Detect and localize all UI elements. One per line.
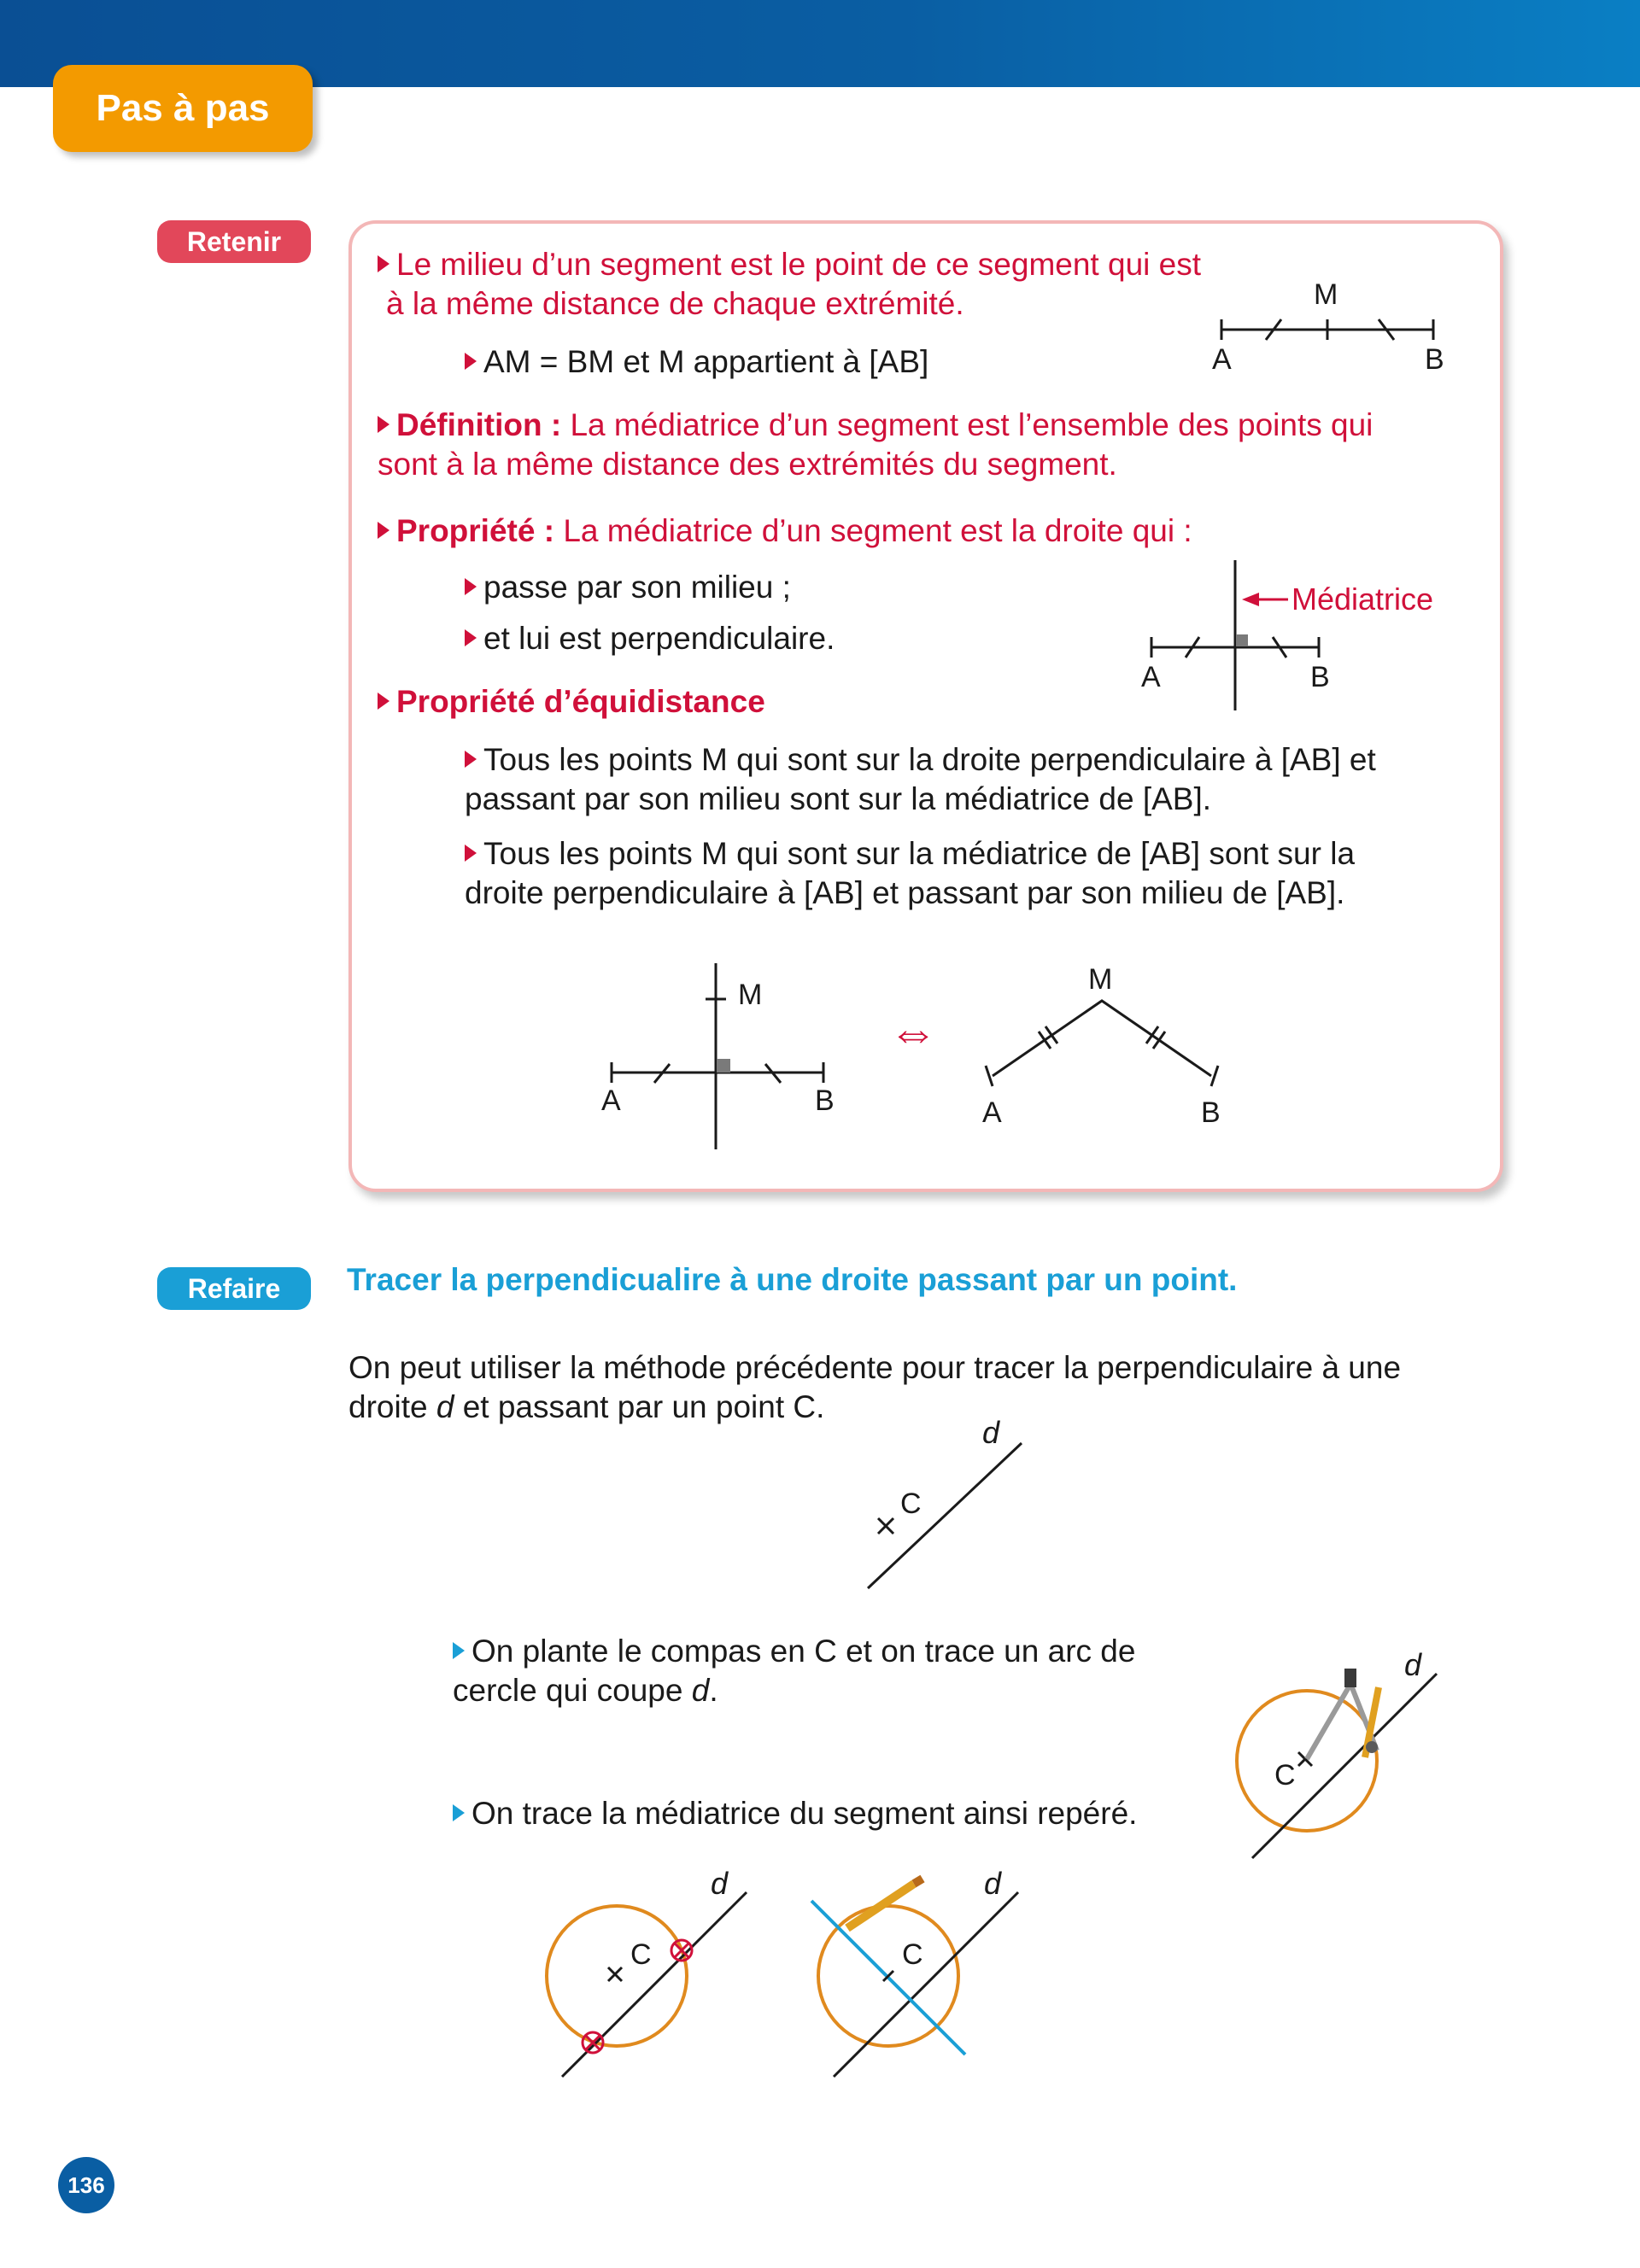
refaire-intro-line2: droite d et passant par un point C.: [348, 1389, 825, 1424]
compass-figure: [1221, 1648, 1461, 1870]
arrow-left-icon: [1242, 593, 1259, 606]
equidistance-heading: Propriété d’équidistance: [378, 681, 765, 722]
milieu-equality: AM = BM et M appartient à [AB]: [465, 342, 928, 382]
bullet-icon: [465, 629, 477, 646]
label-b-right: B: [1201, 1096, 1221, 1129]
label-c: C: [630, 1938, 652, 1971]
tick-b-right: [1211, 1066, 1218, 1086]
label-a-left: A: [601, 1084, 621, 1117]
intersections-figure: [530, 1862, 769, 2084]
label-a: A: [1141, 661, 1161, 693]
label-c: C: [902, 1938, 923, 1971]
label-m-right: M: [1088, 963, 1113, 996]
label-m: M: [1314, 278, 1338, 311]
definition-line2: sont à la même distance des extrémités du segment.: [378, 447, 1117, 482]
segments-am-bm: [993, 1001, 1211, 1076]
compass-icon: [1307, 1669, 1379, 1759]
refaire-intro-line1: On peut utiliser la méthode précédente pour tracer la perpendiculaire à une: [348, 1350, 1402, 1385]
label-b: B: [1310, 661, 1330, 693]
refaire-title: Tracer la perpendicualire à une droite passant par un point.: [347, 1262, 1238, 1297]
line-d: [562, 1892, 747, 2077]
point-c-cross-icon: [878, 1518, 893, 1534]
label-a: A: [1212, 343, 1232, 376]
label-d: d: [1404, 1647, 1422, 1682]
perpendicular-figure: [794, 1862, 1042, 2084]
retenir-tag: Retenir: [157, 220, 311, 263]
tick-a-right: [986, 1066, 993, 1086]
double-mark-bm-1: [1146, 1026, 1158, 1043]
bullet-icon: [378, 693, 390, 710]
equidistance-1-line2: passant par son milieu sont sur la médiatrice de [AB].: [465, 781, 1212, 816]
milieu-definition-line2: à la même distance de chaque extrémité.: [386, 286, 964, 321]
page-number: 136: [58, 2157, 114, 2213]
label-a-right: A: [982, 1096, 1002, 1129]
label-d: d: [711, 1866, 729, 1901]
definition-line1: Définition : La médiatrice d’un segment est l’ensemble des points qui: [378, 405, 1373, 445]
label-c: C: [900, 1488, 922, 1520]
refaire-tag: Refaire: [157, 1267, 311, 1310]
label-c: C: [1274, 1759, 1296, 1792]
mediatrice-figure: [1128, 555, 1469, 717]
bullet-icon: [378, 255, 390, 272]
bullet-icon: [453, 1804, 465, 1821]
propriete-item-perpendiculaire: et lui est perpendiculaire.: [465, 618, 835, 658]
pencil-icon: [847, 1879, 922, 1928]
equidistance-figure: [589, 956, 1256, 1153]
equidistance-2-line1: Tous les points M qui sont sur la médiatrice de [AB] sont sur la: [465, 833, 1355, 874]
equidistance-1-line1: Tous les points M qui sont sur la droite perpendiculaire à [AB] et: [465, 739, 1376, 780]
bullet-icon: [465, 845, 477, 862]
step1-line1: On plante le compas en C et on trace un arc de: [453, 1631, 1135, 1671]
label-m-left: M: [738, 979, 763, 1011]
line-d: [868, 1443, 1022, 1588]
double-mark-am-1: [1039, 1032, 1051, 1049]
label-d: d: [984, 1866, 1002, 1901]
bullet-icon: [465, 751, 477, 768]
milieu-definition-line1: Le milieu d’un segment est le point de ce segment qui est: [378, 244, 1201, 284]
label-d: d: [982, 1415, 1000, 1450]
label-mediatrice: Médiatrice: [1292, 582, 1434, 617]
equidistance-2-line2: droite perpendiculaire à [AB] et passant par son milieu de [AB].: [465, 875, 1345, 910]
bullet-icon: [378, 416, 390, 433]
step1-line2: cercle qui coupe d.: [453, 1673, 718, 1708]
bullet-icon: [465, 353, 477, 370]
right-angle-mark: [1236, 634, 1248, 646]
section-tab-pas-a-pas: Pas à pas: [53, 65, 313, 152]
line-d-point-c-figure: [854, 1409, 1042, 1597]
bullet-icon: [465, 578, 477, 595]
double-mark-am-2: [1046, 1026, 1057, 1043]
propriete-line: Propriété : La médiatrice d’un segment est la droite qui :: [378, 511, 1192, 551]
propriete-item-milieu: passe par son milieu ;: [465, 567, 791, 607]
point-c-cross-icon: [608, 1967, 622, 1981]
equivalence-icon: ⇔: [888, 1004, 938, 1060]
label-b: B: [1425, 343, 1444, 376]
double-mark-bm-2: [1153, 1032, 1165, 1049]
step2-line: On trace la médiatrice du segment ainsi repéré.: [453, 1793, 1137, 1833]
bullet-icon: [378, 522, 390, 539]
segment-midpoint-figure: [1196, 273, 1469, 384]
right-angle-mark: [717, 1059, 730, 1073]
bullet-icon: [453, 1642, 465, 1659]
label-b-left: B: [815, 1084, 835, 1117]
